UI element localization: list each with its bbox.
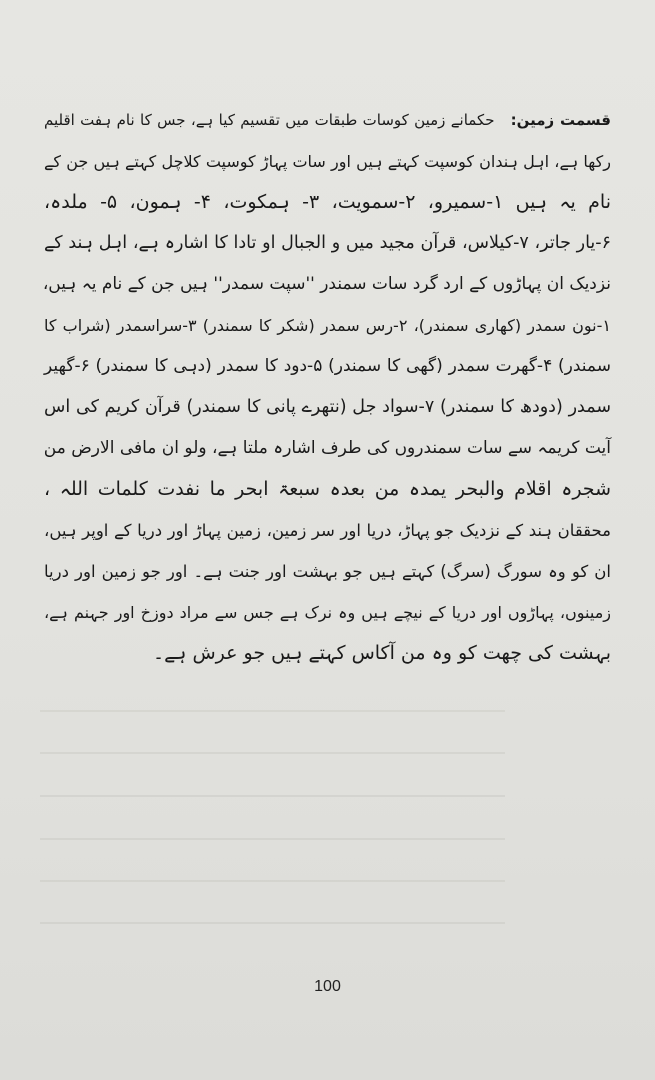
text-line-11: محققان ہند کے نزدیک جو پہاڑ، دریا اور سر زمین، زمین پہاڑ اور دریا کے اوپر ہیں، xyxy=(44,521,611,540)
text-line-9: آیت کریمہ سے سات سمندروں کی طرف اشارہ ملتا ہے، ولو ان مافی الارض من xyxy=(43,438,611,458)
text-line-1 xyxy=(44,100,611,141)
text-line-8: سمدر (دودھ کا سمندر) ۷-سواد جل (نتھرے پانی کا سمندر) قرآن کریم کی اس xyxy=(44,397,611,417)
text-line-7: سمندر) ۴-گھرت سمدر (گھی کا سمندر) ۵-دود کا سمدر (دہی کا سمندر) ۶-گھیر xyxy=(44,356,611,376)
text-line-12: ان کو وہ سورگ (سرگ) کہتے ہیں جو بہشت اور جنت ہے۔ اور جو زمین اور دریا xyxy=(44,562,611,581)
bleed-through-mark xyxy=(40,752,505,754)
text-line-6: ۱-نون سمدر (کھاری سمندر)، ۲-رس سمدر (شکر کا سمندر) ۳-سراسمدر (شراب کا xyxy=(44,316,612,335)
bleed-through-mark xyxy=(40,710,505,712)
text-line-3: نام یہ ہیں ۱-سمیرو، ۲-سمویت، ۳- ہمکوت، ۴- ہمون، ۵- ملدہ، xyxy=(44,191,611,213)
page-number: 100 xyxy=(314,978,341,995)
text-line-2: رکھا ہے، اہل ہندان کوسپت کہتے ہیں اور سات پہاڑ کوسپت کلاچل کہتے ہیں جن کے xyxy=(44,152,611,171)
text-line-13: زمینوں، پہاڑوں اور دریا کے نیچے ہیں وہ نرک ہے جس سے مراد دوزخ اور جہنم ہے، xyxy=(44,603,611,622)
text-line-5: نزدیک ان پہاڑوں کے ارد گرد سات سمندر ''سپت سمدر'' ہیں جن کے نام یہ ہیں، xyxy=(42,274,611,294)
bleed-through-mark xyxy=(40,880,505,882)
text-line-1-content: حکمانے زمین کوسات طبقات میں تقسیم کیا ہے، جس کا نام ہفت اقلیم xyxy=(44,111,495,129)
text-line-10: شجرہ اقلام والبحر یمدہ من بعدہ سبعۃ ابحر ما نفدت کلمات اللہ ، xyxy=(44,478,611,500)
section-heading: قسمت زمین: xyxy=(510,111,611,129)
bleed-through-mark xyxy=(40,922,505,924)
bleed-through-mark xyxy=(40,838,505,840)
text-line-4: ۶-یار جاتر، ۷-کیلاس، قرآن مجید میں و الجبال او تادا کا اشارہ ہے، اہل ہند کے xyxy=(44,233,611,253)
text-line-14: بہشت کی چھت کو وہ من آکاس کہتے ہیں جو عرش ہے۔ xyxy=(153,642,611,664)
body-text xyxy=(44,100,611,674)
bleed-through-mark xyxy=(40,795,505,797)
